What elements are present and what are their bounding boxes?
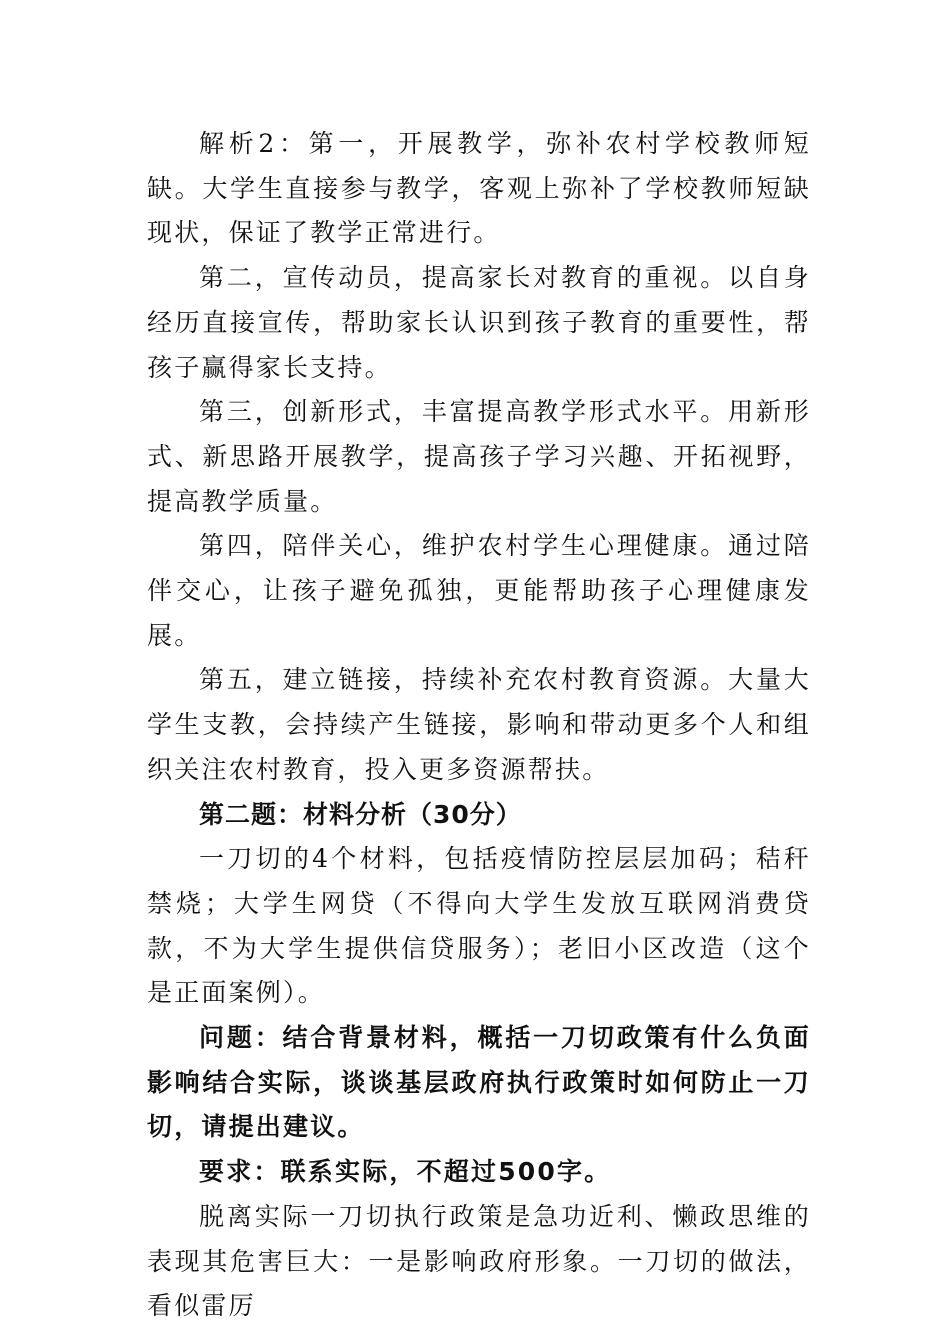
answer-paragraph: 脱离实际一刀切执行政策是急功近利、懒政思维的表现其危害巨大：一是影响政府形象。一刀切的做法，看似雷厉 <box>147 1201 811 1321</box>
analysis-point-3: 第三，创新形式，丰富提高教学形式水平。用新形式、新思路开展教学，提高孩子学习兴趣、开拓视野，提高教学质量。 <box>147 397 811 516</box>
document-body <box>147 122 811 1329</box>
question-2-heading: 第二题：材料分析（30分） <box>199 799 522 829</box>
requirement: 要求：联系实际，不超过500字。 <box>199 1157 612 1187</box>
analysis-point-5: 第五，建立链接，持续补充农村教育资源。大量大学生支教，会持续产生链接，影响和带动更多个人和组织关注农村教育，投入更多资源帮扶。 <box>147 665 811 784</box>
analysis-point-4: 第四，陪伴关心，维护农村学生心理健康。通过陪伴交心，让孩子避免孤独，更能帮助孩子心理健康发展。 <box>147 531 811 650</box>
analysis-point-1: 解析2：第一，开展教学，弥补农村学校教师短缺。大学生直接参与教学，客观上弥补了学校教师短缺现状，保证了教学正常进行。 <box>147 129 811 248</box>
question-prompt: 问题：结合背景材料，概括一刀切政策有什么负面影响结合实际，谈谈基层政府执行政策时如何防止一刀切，请提出建议。 <box>147 1023 811 1142</box>
materials-description: 一刀切的4个材料，包括疫情防控层层加码；秸秆禁烧；大学生网贷（不得向大学生发放互联网消费贷款，不为大学生提供信贷服务）；老旧小区改造（这个是正面案例）。 <box>147 844 811 1008</box>
analysis-point-2: 第二，宣传动员，提高家长对教育的重视。以自身经历直接宣传，帮助家长认识到孩子教育的重要性，帮孩子赢得家长支持。 <box>147 263 811 382</box>
